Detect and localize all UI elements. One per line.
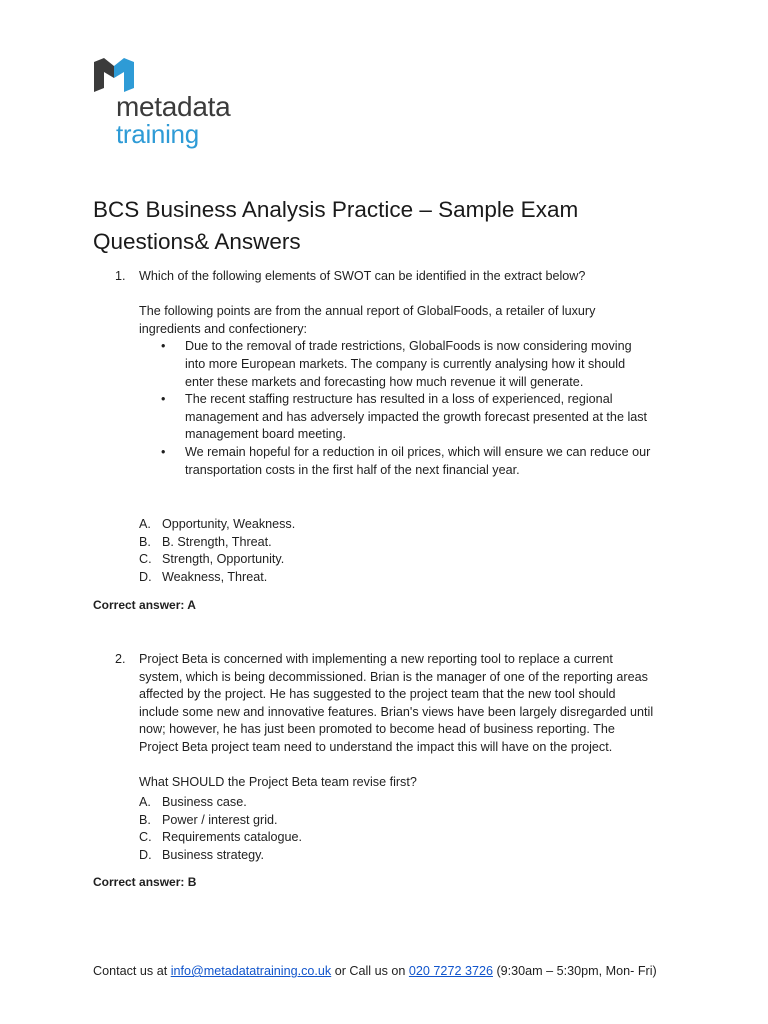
title-line-2: Questions& Answers (93, 229, 301, 254)
answer-option (93, 569, 693, 587)
answer-option (93, 847, 693, 865)
question-line: Project Beta is concerned with implementing a new reporting tool to replace a current (139, 652, 613, 666)
option-letter: C. (139, 830, 152, 845)
question-1-options (93, 516, 693, 586)
option-letter: A. (139, 517, 151, 531)
page-title (93, 194, 713, 258)
answer-option (93, 551, 693, 569)
option-text: Business strategy. (162, 847, 264, 862)
list-item (139, 391, 679, 444)
extract-intro (139, 303, 679, 338)
option-text: Power / interest grid. (162, 812, 278, 827)
option-letter: A. (139, 795, 151, 809)
option-letter: C. (139, 552, 152, 567)
question-line: affected by the project. He has suggested to the project team that the new tool should (139, 687, 616, 702)
option-letter: D. (139, 569, 152, 584)
footer-middle: or Call us on (331, 964, 409, 978)
correct-answer-1: Correct answer: A (93, 598, 196, 612)
logo-word-metadata: metadata (116, 91, 231, 122)
option-text: Opportunity, Weakness. (162, 517, 296, 531)
answer-option (93, 812, 693, 830)
answer-option (93, 534, 693, 552)
extract-bullets (139, 338, 679, 479)
question-line: now; however, he has just been promoted to become head of business reporting. The (139, 722, 615, 737)
question-line: Project Beta project team need to understand the impact this will have on the project. (139, 739, 613, 754)
option-letter: B. (139, 534, 151, 549)
bullet-icon: • (161, 339, 166, 354)
phone-link[interactable]: 020 7272 3726 (408, 964, 493, 978)
question-body (139, 268, 679, 479)
question-2-options (93, 794, 693, 864)
option-text: Business case. (162, 795, 247, 809)
question-body (139, 651, 679, 792)
extract-intro-line: The following points are from the annual report of GlobalFoods, a retailer of luxury (139, 304, 596, 319)
contact-footer (93, 963, 657, 980)
bullet-line: transportation costs in the first half of the next financial year. (185, 462, 520, 477)
option-text: Requirements catalogue. (162, 830, 303, 845)
list-item (139, 338, 679, 391)
footer-prefix: Contact us at (93, 964, 171, 978)
option-text: B. Strength, Threat. (162, 534, 272, 549)
footer-hours: (9:30am – 5:30pm, Mon- Fri) (492, 964, 657, 978)
company-logo (94, 56, 264, 148)
bullet-icon: • (161, 444, 166, 459)
answer-option (93, 829, 693, 847)
option-letter: D. (139, 847, 152, 862)
list-item (139, 444, 679, 479)
question-line: system, which is being decommissioned. Brian is the manager of one of the reporting areas (139, 669, 648, 684)
title-line-1: BCS Business Analysis Practice – Sample Exam (93, 197, 579, 222)
question-number: 1. (115, 269, 126, 283)
question-number: 2. (115, 652, 126, 666)
question-prompt: What SHOULD the Project Beta team revise first? (139, 775, 417, 790)
bullet-line: enter these markets and forecasting how much revenue it will generate. (185, 374, 584, 389)
bullet-line: management board meeting. (185, 427, 347, 442)
bullet-line: The recent staffing restructure has resulted in a loss of experienced, regional (185, 392, 613, 407)
bullet-line: Due to the removal of trade restrictions, GlobalFoods is now considering moving (185, 339, 632, 354)
bullet-line: We remain hopeful for a reduction in oil prices, which will ensure we can reduce our (185, 444, 651, 459)
question-text: Which of the following elements of SWOT can be identified in the extract below? (139, 269, 586, 283)
answer-option (93, 516, 693, 534)
extract-intro-line: ingredients and confectionery: (139, 321, 308, 336)
option-letter: B. (139, 812, 151, 827)
option-text: Weakness, Threat. (162, 569, 268, 584)
bullet-line: into more European markets. The company is currently analysing how it should (185, 356, 626, 371)
bullet-icon: • (161, 392, 166, 407)
bullet-line: management and has adversely impacted the growth forecast presented at the last (185, 409, 648, 424)
email-link[interactable]: info@metadatatraining.co.uk (170, 964, 332, 978)
question-line: include some new and innovative features. Brian's views have been largely disregarded until (139, 704, 654, 719)
option-text: Strength, Opportunity. (162, 552, 285, 567)
logo-word-training: training (116, 119, 199, 149)
correct-answer-2: Correct answer: B (93, 875, 197, 889)
answer-option (93, 794, 693, 812)
